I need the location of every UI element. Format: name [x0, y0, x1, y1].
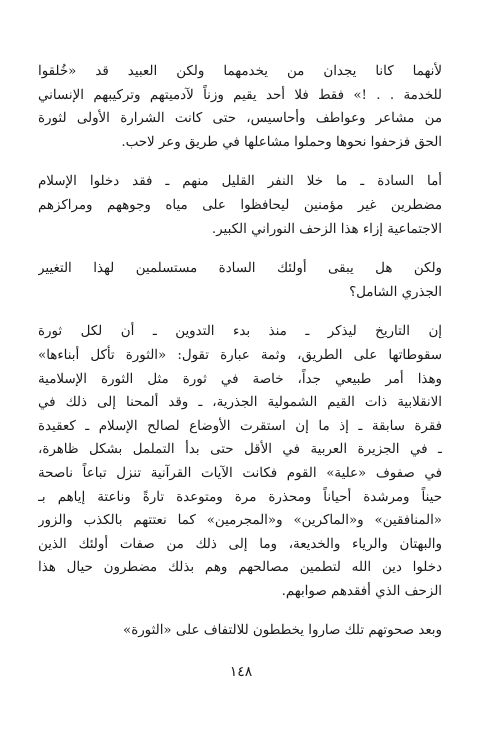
paragraph-3	[38, 257, 442, 304]
text-line: والبهتان والرياء والخديعة، وما إلى ذلك من صفات أولئك الذين	[38, 536, 442, 552]
text-line: وهذا أمر طبيعي جداً، خاصة في ثورة مثل الثورة الإسلامية	[38, 371, 442, 387]
text-line: الجذري الشامل؟	[349, 284, 442, 300]
text-line: أما السادة ـ ما خلا النفر القليل منهم ـ فقد دخلوا الإسلام	[38, 174, 442, 190]
page-number: ١٤٨	[229, 664, 253, 680]
text-line: فقرة سابقة ـ إذ ما إن استقرت الأوضاع لصالح الإسلام ـ كعقيدة	[38, 418, 442, 434]
paragraph-1	[38, 60, 442, 154]
text-line: في صفوف «علية» القوم فكانت الآيات القرآنية تنزل تباعاً ناصحة	[38, 465, 442, 481]
text-line: الانقلابية ذات القيم الشمولية الجذرية، ـ وقد ألمحنا إلى ذلك في	[38, 395, 442, 411]
paragraph-5	[38, 619, 442, 643]
text-line: «المنافقين» و«الماكرين» و«المجرمين» كما نعتتهم بالكذب والزور	[38, 513, 442, 529]
text-line: ولكن هل يبقى أولئك السادة مستسلمين لهذا التغيير	[38, 261, 442, 277]
text-line: مضطرين غير مؤمنين ليحافظوا على مياه وجوههم ومراكزهم	[38, 197, 442, 213]
text-line: من مشاعر وعواطف وأحاسيس، حتى كانت الشرارة الأولى لثورة	[38, 111, 442, 127]
text-line: إن التاريخ ليذكر ـ منذ بدء التدوين ـ أن لكل ثورة	[38, 324, 442, 340]
page-body	[38, 60, 442, 659]
text-line: للخدمة . . !» فقط فلا أحد يقيم وزناً لآدميتهم وتركيبهم الإنساني	[38, 87, 442, 103]
text-line: وبعد صحوتهم تلك صاروا يخططون للالتفاف على «الثورة»	[123, 623, 442, 639]
text-line: دخلوا دين الله لتطمين مصالحهم وهم بذلك مضطرون حيال هذا	[38, 560, 442, 576]
text-line: الزحف الذي أفقدهم صوابهم.	[281, 583, 442, 599]
text-line: الحق فزحفوا نحوها وحملوا مشاعلها في طريق وعر لاحب.	[121, 134, 442, 150]
text-line: سقوطاتها على الطريق، وثمة عبارة تقول: «الثورة تأكل أبناءها»	[38, 347, 442, 363]
paragraph-2	[38, 170, 442, 241]
text-line: ـ في الجزيرة العربية في الأقل حتى بدأ التململ بشكل ظاهرة،	[38, 442, 442, 458]
text-line: حيناً ومرشدة أحياناً ومحذرة مرة ومتوعدة تارةً وناعتة إياهم بـ	[38, 489, 442, 505]
text-line: لأنهما كانا يجدان من يخدمهما ولكن العبيد قد «خُلقوا	[38, 64, 442, 79]
text-line: الاجتماعية إزاء هذا الزحف النوراني الكبير.	[211, 221, 442, 237]
paragraph-4	[38, 320, 442, 603]
